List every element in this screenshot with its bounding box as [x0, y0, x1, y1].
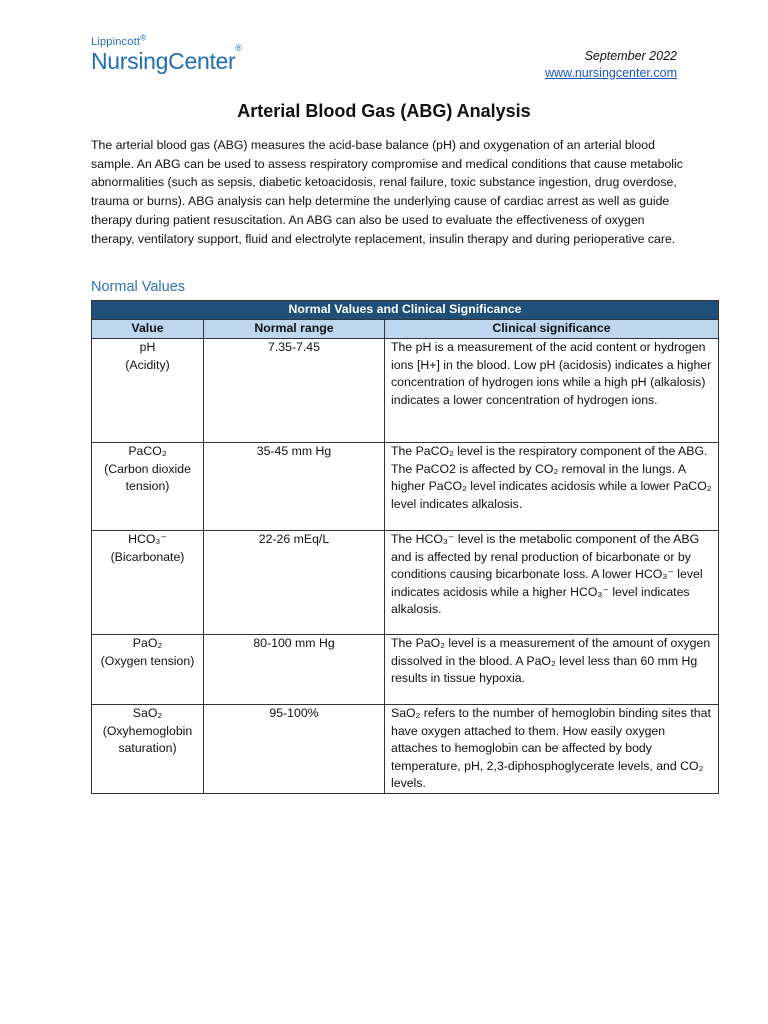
publication-date: September 2022 [584, 49, 677, 63]
table-title: Normal Values and Clinical Significance [92, 301, 719, 320]
table-row [92, 339, 719, 443]
value-description: (Acidity) [125, 357, 170, 372]
value-name: PaO₂ [132, 636, 163, 650]
abg-table [91, 300, 719, 794]
value-description: (Oxygen tension) [100, 653, 195, 668]
range-cell: 22-26 mEq/L [204, 531, 385, 635]
value-description: (Carbon dioxide tension) [104, 461, 191, 493]
lippincott-nursingcenter-logo [91, 32, 242, 74]
table-row [92, 635, 719, 705]
value-name: SaO₂ [132, 706, 163, 720]
value-description: (Oxyhemoglobin saturation) [102, 723, 193, 755]
column-header-significance: Clinical significance [385, 320, 719, 339]
significance-cell: SaO₂ refers to the number of hemoglobin binding sites that have oxygen attached to them. How easily oxygen attaches to hemoglobin can be affected by body temperature, pH, 2,3-diphosphoglycerate levels, and CO₂ levels. [385, 705, 719, 794]
value-cell [92, 443, 204, 531]
table-row [92, 443, 719, 531]
table-row [92, 705, 719, 794]
intro-paragraph: The arterial blood gas (ABG) measures the acid-base balance (pH) and oxygenation of an arterial blood sample. An ABG can be used to assess respiratory compromise and medical conditions that cause metabolic abnormalities (such as sepsis, diabetic ketoacidosis, renal failure, toxic substance ingestion, drug overdose, trauma or burns). ABG analysis can help determine the underlying cause of cardiac arrest as well as guide therapy during patient resuscitation. An ABG can also be used to evaluate the effectiveness of oxygen therapy, ventilatory support, fluid and electrolyte replacement, insulin therapy and during perioperative care. [91, 138, 683, 246]
range-cell: 80-100 mm Hg [204, 635, 385, 705]
logo-lippincott-text: Lippincott® [91, 32, 147, 48]
value-name: pH [139, 340, 156, 354]
column-header-value: Value [92, 320, 204, 339]
value-cell [92, 705, 204, 794]
value-name: PaCO₂ [128, 444, 167, 458]
significance-cell: The PaO₂ level is a measurement of the amount of oxygen dissolved in the blood. A PaO₂ level less than 60 mm Hg results in tissue hypoxia. [385, 635, 719, 705]
value-cell [92, 531, 204, 635]
logo-nursingcenter-text: NursingCenter® [91, 43, 242, 74]
range-cell: 7.35-7.45 [204, 339, 385, 443]
significance-cell: The PaCO₂ level is the respiratory component of the ABG. The PaCO2 is affected by CO₂ removal in the lungs. A higher PaCO₂ level indicates acidosis while a lower PaCO₂ level indicates alkalosis. [385, 443, 719, 531]
header-info [545, 48, 677, 82]
value-cell [92, 339, 204, 443]
value-description: (Bicarbonate) [110, 549, 185, 564]
table-row [92, 531, 719, 635]
column-header-range: Normal range [204, 320, 385, 339]
range-cell: 95-100% [204, 705, 385, 794]
section-heading-normal-values: Normal Values [91, 279, 186, 295]
significance-cell: The HCO₃⁻ level is the metabolic component of the ABG and is affected by renal production of bicarbonate or by conditions causing bicarbonate loss. A lower HCO₃⁻ level indicates acidosis while a higher HCO₃⁻ level indicates alkalosis. [385, 531, 719, 635]
range-cell: 35-45 mm Hg [204, 443, 385, 531]
value-cell [92, 635, 204, 705]
value-name: HCO₃⁻ [128, 532, 167, 546]
document-title: Arterial Blood Gas (ABG) Analysis [237, 101, 531, 121]
website-link[interactable]: www.nursingcenter.com [544, 66, 677, 80]
significance-cell: The pH is a measurement of the acid content or hydrogen ions [H+] in the blood. Low pH (acidosis) indicates a higher concentration of hydrogen ions while a high pH (alkalosis) indicates a lower concentration of hydrogen ions. [385, 339, 719, 443]
